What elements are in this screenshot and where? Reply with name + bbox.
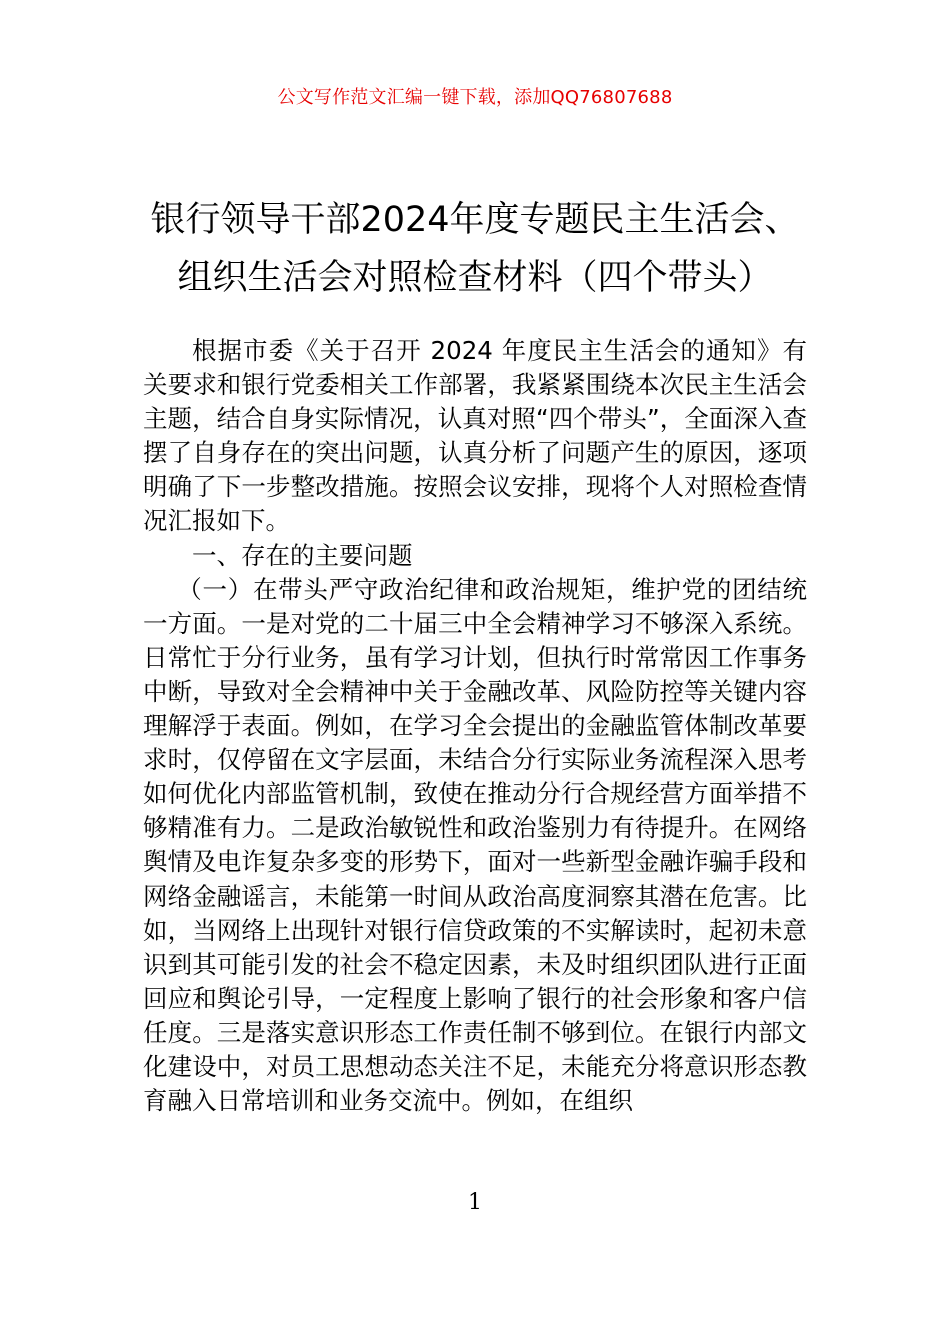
promo-header: 公文写作范文汇编一键下载，添加QQ76807688: [277, 87, 673, 108]
title-line-1: 银行领导干部2024年度专题民主生活会、: [150, 200, 800, 241]
section-heading: 一、存在的主要问题: [192, 540, 413, 570]
body-paragraph: （一）在带头严守政治纪律和政治规矩，维护党的团结统一方面。一是对党的二十届三中全会精神学习不够深入系统。日常忙于分行业务，虽有学习计划，但执行时常常因工作事务中断，导致对全会精神中关于金融改革、风险防控等关键内容理解浮于表面。例如，在学习全会提出的金融监管体制改革要求时，仅停留在文字层面，未结合分行实际业务流程深入思考如何优化内部监管机制，致使在推动分行合规经营方面举措不够精准有力。二是政治敏锐性和政治鉴别力有待提升。在网络舆情及电诈复杂多变的形势下，面对一些新型金融诈骗手段和网络金融谣言，未能第一时间从政治高度洞察其潜在危害。比如，当网络上出现针对银行信贷政策的不实解读时，起初未意识到其可能引发的社会不稳定因素，未及时组织团队进行正面回应和舆论引导，一定程度上影响了银行的社会形象和客户信任度。三是落实意识形态工作责任制不够到位。在银行内部文化建设中，对员工思想动态关注不足，未能充分将意识形态教育融入日常培训和业务交流中。例如，在组织: [143, 574, 807, 1116]
document-title: [100, 191, 850, 307]
document-body: [143, 334, 807, 1118]
intro-paragraph: 根据市委《关于召开 2024 年度民主生活会的通知》有关要求和银行党委相关工作部署，我紧紧围绕本次民主生活会主题，结合自身实际情况，认真对照“四个带头”，全面深入查摆了自身存在的突出问题，认真分析了问题产生的原因，逐项明确了下一步整改措施。按照会议安排，现将个人对照检查情况汇报如下。: [143, 336, 807, 536]
title-line-2: 组织生活会对照检查材料（四个带头）: [177, 258, 773, 299]
page-number: 1: [468, 1190, 482, 1215]
